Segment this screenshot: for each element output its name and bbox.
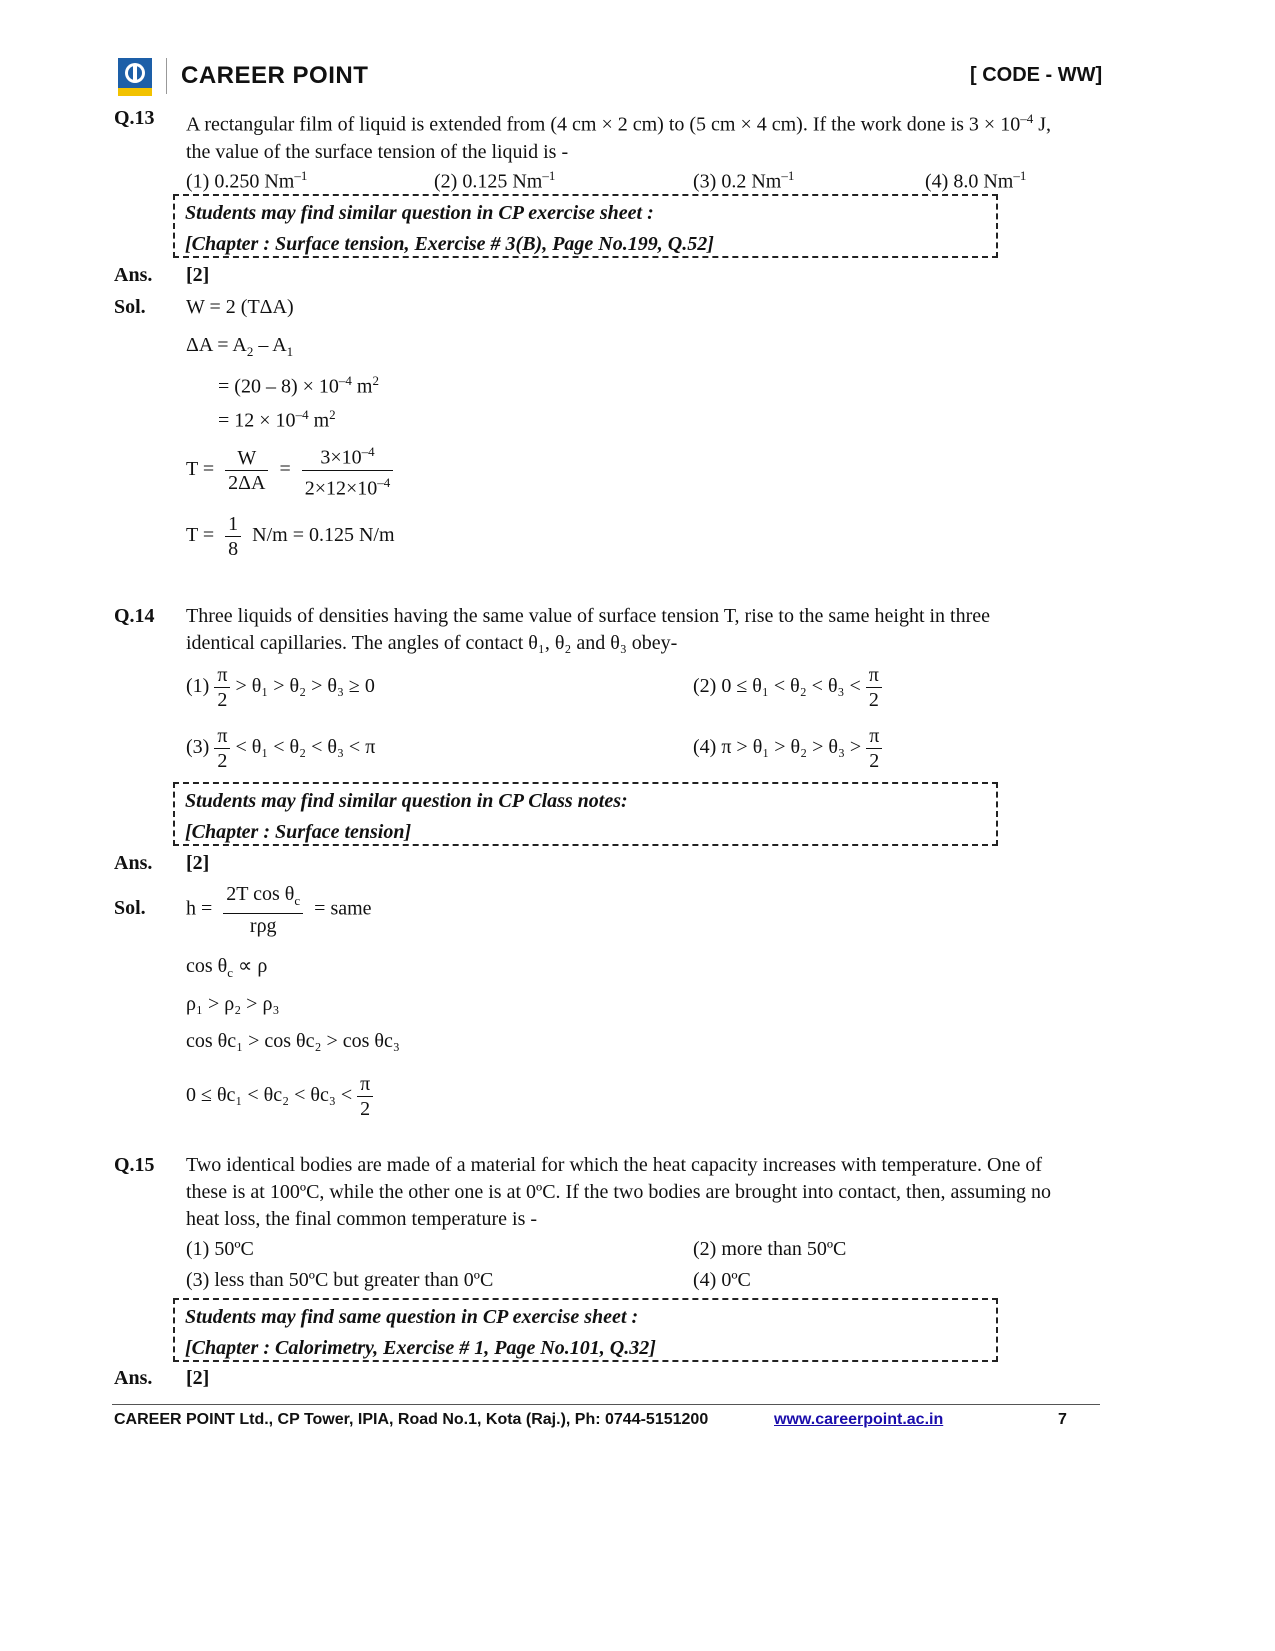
- option-1: (1) 50ºC: [186, 1238, 254, 1260]
- solution-line: ρ₁ > ρ₂ > ρ₃: [186, 993, 280, 1015]
- option-4: (4) 0ºC: [693, 1269, 751, 1291]
- answer-value: [2]: [186, 852, 210, 874]
- option-3: (3) 0.2 $Nm^{-1}$: [693, 168, 795, 193]
- option-1: (1) $\frac{\pi}{2}$ > θ₁ > θ₂ > θ₃ ≥ 0: [186, 664, 375, 711]
- solution-line: = $12 \times 10^{-4}$ $m^2$: [218, 407, 336, 432]
- website-link[interactable]: www.careerpoint.ac.in: [774, 1411, 944, 1428]
- question-text: A rectangular film of liquid is extended from (4 cm × 2 cm) to (5 cm × 4 cm). If the work done is $3 \times 10^{-4}$ J, the value of the surface tension of the liquid is -: [186, 111, 1051, 163]
- fraction: $\frac{\pi}{2}$: [866, 724, 882, 773]
- reference-box: [173, 194, 998, 258]
- answer-value: [2]: [186, 264, 210, 286]
- solution-fraction-line: h = $\frac{2T \cos \theta_c}{\text{rρg}}$ = same: [186, 883, 372, 937]
- reference-title: Students may find similar question in CP Class notes:: [185, 790, 628, 812]
- logo-divider: [166, 58, 167, 94]
- reference-chapter: [Chapter : Surface tension]: [185, 821, 412, 843]
- fraction: $\frac{\pi}{2}$: [866, 663, 882, 712]
- solution-line: 0 ≤ θc₁ < θc₂ < θc₃ < $\frac{\pi}{2}$: [186, 1072, 373, 1121]
- option-3: (3) less than 50ºC but greater than 0ºC: [186, 1269, 494, 1291]
- answer-label: Ans.: [114, 852, 153, 874]
- option-3: (3) $\frac{\pi}{2}$ < θ₁ < θ₂ < θ₃ < π: [186, 725, 376, 772]
- option-2: (2) 0.125 $Nm^{-1}$: [434, 168, 556, 193]
- reference-box: [173, 1298, 998, 1362]
- logo: [118, 58, 152, 96]
- paper-code: [ CODE - WW]: [970, 64, 1103, 86]
- fraction: $\frac{\pi}{2}$: [214, 663, 230, 712]
- solution-line: $\Delta A = A_2 - A_1$: [186, 334, 294, 359]
- option-2: (2) 0 ≤ θ₁ < θ₂ < θ₃ < $\frac{\pi}{2}$: [693, 663, 882, 712]
- question-number: Q.14: [114, 605, 155, 627]
- question-text: Three liquids of densities having the same value of surface tension T, rise to the same height in three identical capillaries. The angles of contact θ₁, θ₂ and θ₃ obey-: [186, 605, 991, 654]
- question-text: Two identical bodies are made of a material for which the heat capacity increases with temperature. One of these is at 100ºC, while the other one is at 0ºC. If the two bodies are brought into contact, then, assuming no heat loss, the final common temperature is -: [186, 1154, 1052, 1230]
- option-4: (4) π > θ₁ > θ₂ > θ₃ > $\frac{\pi}{2}$: [693, 724, 882, 773]
- reference-box: [173, 782, 998, 846]
- solution-fraction-line: T = $\frac{W}{2\Delta A}$ = $\frac{3\times 10^{-4}}{2\times 12\times 10^{-4}}$: [186, 440, 393, 500]
- footer-divider: [112, 1404, 1100, 1405]
- reference-title: Students may find same question in CP exercise sheet :: [185, 1306, 639, 1328]
- question-number: Q.13: [114, 107, 155, 129]
- solution-line: cos θc₁ > cos θc₂ > cos θc₃: [186, 1030, 400, 1052]
- fraction: $\frac{3\times 10^{-4}}{2\times 12\times 10^{-4}}$: [302, 440, 394, 500]
- option-4: (4) 8.0 $Nm^{-1}$: [925, 168, 1027, 193]
- solution-result-line: T = $\frac{1}{8}$ N/m = 0.125 N/m: [186, 513, 395, 560]
- reference-chapter: [Chapter : Calorimetry, Exercise # 1, Page No.101, Q.32]: [185, 1337, 656, 1359]
- solution-line: W = 2 (TΔA): [186, 296, 294, 318]
- fraction: $\frac{W}{2\Delta A}$: [225, 446, 268, 495]
- solution-label: Sol.: [114, 296, 146, 318]
- fraction: $\frac{2T \cos \theta_c}{\text{rρg}}$: [223, 882, 303, 938]
- page-number: 7: [1058, 1411, 1067, 1428]
- reference-title: Students may find similar question in CP exercise sheet :: [185, 202, 654, 224]
- fraction: $\frac{\pi}{2}$: [214, 724, 230, 773]
- reference-chapter: [Chapter : Surface tension, Exercise # 3(B), Page No.199, Q.52]: [185, 233, 714, 255]
- solution-line: $\cos \theta_c \propto \rho$: [186, 955, 268, 980]
- question-number: Q.15: [114, 1154, 155, 1176]
- answer-value: [2]: [186, 1367, 210, 1389]
- solution-label: Sol.: [114, 897, 146, 919]
- solution-line: = $(20 - 8) \times 10^{-4}$ $m^2$: [218, 373, 379, 398]
- answer-label: Ans.: [114, 264, 153, 286]
- fraction: $\frac{\pi}{2}$: [357, 1072, 373, 1121]
- fraction: $\frac{1}{8}$: [225, 512, 241, 561]
- option-2: (2) more than 50ºC: [693, 1238, 847, 1260]
- brand-name: CAREER POINT: [181, 62, 369, 89]
- option-1: (1) 0.250 $Nm^{-1}$: [186, 168, 308, 193]
- footer-address: CAREER POINT Ltd., CP Tower, IPIA, Road No.1, Kota (Raj.), Ph: 0744-5151200: [114, 1411, 709, 1428]
- answer-label: Ans.: [114, 1367, 153, 1389]
